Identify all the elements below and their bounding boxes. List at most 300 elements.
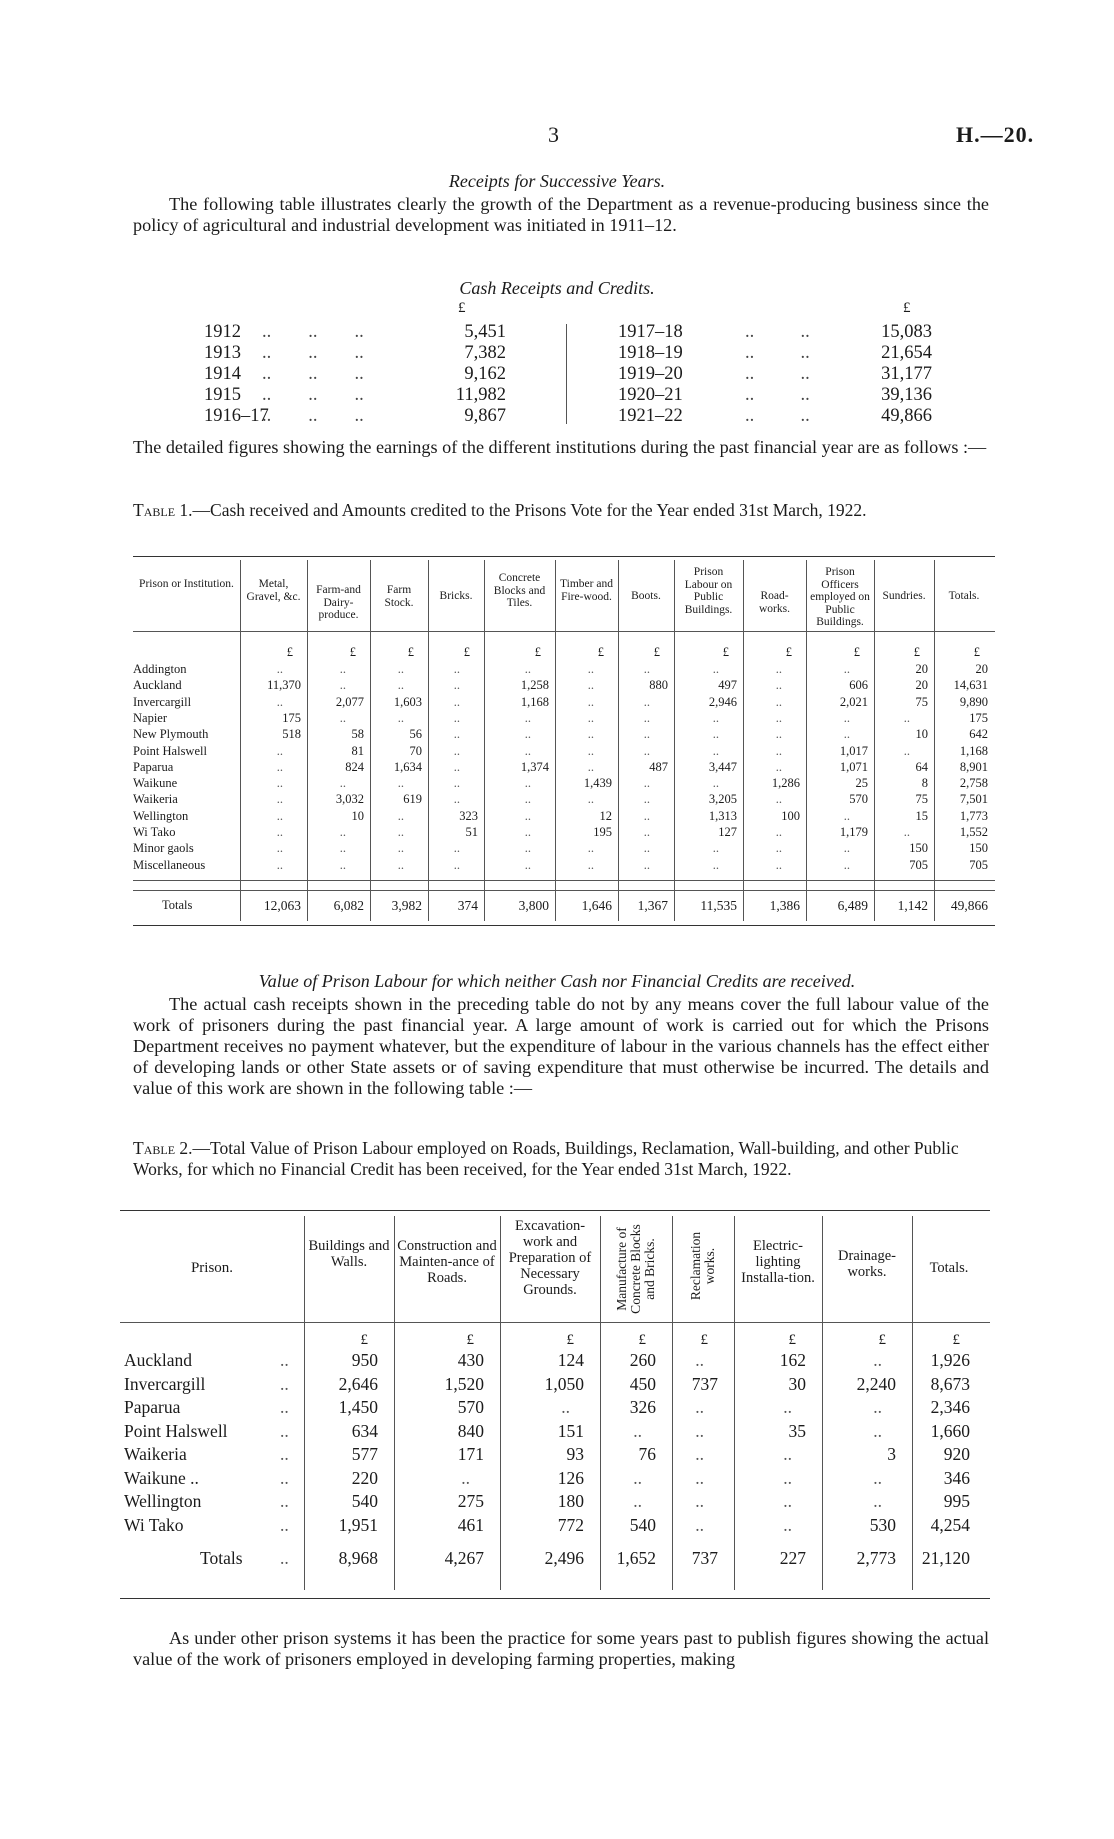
table1-cell: 75: [915, 792, 928, 807]
leader-dots: ..: [280, 1444, 289, 1464]
table1-cell: ..: [453, 857, 460, 872]
cash-year: 1920–21: [618, 385, 683, 405]
currency-symbol: £: [903, 300, 911, 316]
leader-dots: .. .. ..: [262, 322, 364, 342]
table2-cell: 737: [691, 1373, 718, 1394]
table2-cell: 1,926: [930, 1350, 970, 1370]
table1-cell: ..: [903, 710, 910, 725]
table1-cell: ..: [453, 792, 460, 807]
table2-cell: ..: [561, 1397, 570, 1417]
table2-row-name: Waikeria: [124, 1444, 187, 1464]
currency-symbol: £: [360, 1332, 368, 1348]
table1-cell: ..: [397, 841, 404, 856]
table1-cell: ..: [276, 841, 283, 856]
table1-cell: ..: [775, 841, 782, 856]
table2-cell: ..: [873, 1397, 882, 1417]
table1-cell: ..: [587, 759, 594, 774]
table1-totals-label: Totals: [162, 898, 193, 912]
table1-cell: ..: [643, 743, 650, 758]
table2-total-cell: 737: [691, 1548, 718, 1568]
table1-cell: ..: [643, 694, 650, 709]
section-heading-receipts: Receipts for Successive Years.: [448, 171, 666, 191]
leader-dots: ..: [280, 1397, 289, 1417]
table1-cell: ..: [643, 841, 650, 856]
table1-cell: 1,179: [839, 825, 868, 839]
table1-header-col: Sundries.: [882, 590, 926, 602]
table1-cell: ..: [524, 792, 531, 807]
table1-cell: ..: [339, 857, 346, 872]
table1-cell: ..: [843, 710, 850, 725]
table1-row-name: Point Halswell: [133, 743, 207, 758]
currency-symbol: £: [653, 645, 660, 659]
table1-cell: ..: [339, 662, 346, 676]
table2-cell: 35: [788, 1420, 806, 1441]
table1-total-cell: 3,800: [518, 898, 549, 913]
table2-cell: 430: [457, 1350, 484, 1370]
table1-row-name: Wellington: [133, 808, 189, 823]
currency-symbol: £: [878, 1332, 886, 1348]
table1-row-name: Addington: [133, 662, 187, 676]
table1-cell: 1,071: [839, 759, 868, 774]
table1-cell: 8: [921, 776, 928, 791]
cash-value: 11,982: [455, 385, 506, 405]
table1-cell: ..: [339, 678, 346, 693]
table1-cell: 619: [403, 792, 422, 807]
table1-row-name: New Plymouth: [133, 727, 209, 742]
leader-dots: ..: [280, 1514, 289, 1535]
paragraph-receipts: The following table illustrates clearly the growth of the Department as a revenue-producing business since the policy of agricultural and industrial development was initiated in 1911–12.: [133, 194, 989, 235]
leader-dots: ..: [280, 1491, 289, 1511]
table2-cell: 1,050: [544, 1373, 584, 1394]
table1-cell: ..: [587, 792, 594, 807]
table1-cell: ..: [524, 857, 531, 872]
table2-cell: 950: [351, 1350, 378, 1370]
leader-dots: ..: [280, 1467, 289, 1488]
table1-cell: ..: [453, 727, 460, 742]
leader-dots: .. ..: [745, 385, 810, 405]
table2-row-name: Auckland: [124, 1350, 193, 1370]
currency-symbol: £: [785, 645, 792, 659]
table1-cell: ..: [524, 825, 531, 839]
table1-cell: 7,501: [959, 792, 988, 807]
table1-header-col: Prison Officers employed on Public Buildings.: [810, 566, 870, 628]
table2-header-prison: Prison.: [190, 1260, 234, 1276]
table1-cell: 1,017: [839, 743, 868, 758]
table1-cell: 497: [718, 678, 737, 693]
cash-value: 7,382: [464, 343, 506, 363]
table2-cell: 461: [457, 1514, 484, 1535]
table1-cell: ..: [712, 857, 719, 872]
table1-cell: ..: [276, 808, 283, 823]
table1-cell: 2,758: [959, 776, 988, 791]
table1-cell: 20: [915, 678, 928, 693]
table2-cell: ..: [873, 1420, 882, 1441]
table1-cell: ..: [775, 792, 782, 807]
table2-total-cell: 1,652: [616, 1548, 656, 1568]
table1-header-col: Farm Stock.: [384, 584, 414, 609]
table1-cell: 2,021: [839, 694, 868, 709]
table2-row-name: Invercargill: [124, 1373, 206, 1394]
table1-cell: 11,370: [267, 678, 301, 693]
table1-cell: ..: [712, 662, 719, 676]
table1-cell: ..: [276, 743, 283, 758]
table1-cell: 705: [969, 857, 988, 872]
table1-cell: ..: [397, 776, 404, 791]
table1-cell: ..: [453, 759, 460, 774]
table1-cell: 64: [915, 759, 928, 774]
table2-cell: 93: [566, 1444, 584, 1464]
table1-cell: 518: [282, 727, 301, 742]
table2-cell: 1,520: [444, 1373, 484, 1394]
table1-header-col: Metal, Gravel, &c.: [246, 578, 301, 603]
table1-cell: ..: [643, 727, 650, 742]
cash-value: 9,162: [464, 364, 506, 384]
table1-header-col: Concrete Blocks and Tiles.: [493, 572, 546, 609]
table1-cell: ..: [903, 825, 910, 839]
table1-cell: 175: [969, 710, 988, 725]
table1-header-col: Totals.: [948, 590, 980, 602]
table2-row-name: Wellington: [124, 1491, 202, 1511]
table2-header-col: Excavation-work and Preparation of Necessary Grounds.: [508, 1218, 592, 1298]
table1-row-name: Auckland: [133, 678, 182, 693]
table2-cell: 4,254: [930, 1514, 970, 1535]
cash-value: 5,451: [464, 322, 506, 342]
table1-cell: ..: [775, 678, 782, 693]
table2-cell: ..: [783, 1444, 792, 1464]
table1-cell: 880: [649, 678, 668, 693]
table1-total-cell: 11,535: [700, 898, 737, 913]
table2-cell: 162: [779, 1350, 806, 1370]
table1-cell: ..: [453, 776, 460, 791]
cash-year: 1915: [204, 385, 241, 405]
table2-cell: ..: [633, 1420, 642, 1441]
table2-cell: 346: [943, 1467, 970, 1488]
currency-symbol: £: [700, 1332, 708, 1348]
table1-cell: 824: [345, 759, 364, 774]
table1-cell: 81: [351, 743, 364, 758]
table1-cell: ..: [453, 710, 460, 725]
cash-value: 15,083: [881, 322, 932, 342]
table1-cell: 70: [409, 743, 422, 758]
table1-total-cell: 6,489: [837, 898, 868, 913]
table1-cell: 150: [909, 841, 928, 856]
table1-cell: ..: [276, 857, 283, 872]
table1-cell: 1,168: [959, 743, 988, 758]
table2-cell: 180: [557, 1491, 584, 1511]
table2-cell: 3: [887, 1444, 896, 1464]
table2-total-cell: 21,120: [921, 1548, 970, 1568]
cash-year: 1914: [204, 364, 241, 384]
table2-totals-label: Totals: [200, 1548, 243, 1568]
table1-cell: 2,946: [708, 694, 737, 709]
table1-cell: ..: [339, 776, 346, 791]
table1-total-cell: 3,982: [391, 898, 422, 913]
currency-symbol: £: [566, 1332, 574, 1348]
table1-cell: ..: [775, 857, 782, 872]
table2-cell: ..: [873, 1467, 882, 1488]
currency-symbol: £: [466, 1332, 474, 1348]
table1-cell: 3,032: [335, 792, 364, 807]
table1-cell: 1,603: [393, 694, 422, 709]
table1-cell: ..: [453, 678, 460, 693]
table2-cell: 570: [457, 1397, 484, 1417]
table1-cell: 1,552: [959, 825, 988, 839]
table1-cell: ..: [712, 776, 719, 791]
table1-cell: 10: [351, 808, 364, 823]
table1-cell: ..: [587, 710, 594, 725]
table2-cell: 76: [638, 1444, 656, 1464]
leader-dots: .. .. ..: [262, 385, 364, 405]
currency-symbol: £: [597, 645, 604, 659]
table2-cell: ..: [633, 1467, 642, 1488]
table1-cell: 58: [351, 727, 364, 742]
table1-cell: ..: [524, 743, 531, 758]
table2-header-col: Buildings and Walls.: [308, 1238, 390, 1270]
table2-cell: ..: [873, 1491, 882, 1511]
table2-header-col: Electric-lighting Installa-tion.: [741, 1238, 815, 1286]
table1-cell: ..: [775, 694, 782, 709]
cash-value: 39,136: [881, 385, 932, 405]
table2-cell: ..: [695, 1491, 704, 1511]
table2-cell: ..: [695, 1350, 704, 1370]
currency-symbol: £: [349, 645, 356, 659]
table2-cell: 8,673: [930, 1373, 970, 1394]
table1-cell: ..: [587, 857, 594, 872]
table1-cell: ..: [903, 743, 910, 758]
currency-symbol: £: [463, 645, 470, 659]
table2-cell: 450: [629, 1373, 656, 1394]
table1-cell: ..: [643, 662, 650, 676]
table1-cell: 1,258: [520, 678, 549, 693]
table2-cell: 772: [557, 1514, 584, 1535]
table2-label: Table 2.: [133, 1138, 193, 1158]
table2-header-col-vertical: Reclamation works.: [688, 1231, 717, 1301]
table1-cell: ..: [843, 727, 850, 742]
table1-cell: 127: [718, 825, 737, 839]
table2-cell: 30: [788, 1373, 806, 1394]
table1-cell: ..: [587, 662, 594, 676]
table1-cell: ..: [524, 710, 531, 725]
table1-cell: 487: [649, 759, 668, 774]
table1-cell: ..: [643, 710, 650, 725]
table2-caption-text: —Total Value of Prison Labour employed on Roads, Buildings, Reclamation, Wall-building, and other Public Works, for which no Financial Credit has been received, for the Year ended 31st March, 1922.: [133, 1138, 959, 1179]
table2-cell: 634: [351, 1420, 378, 1441]
table1-header-prison: Prison or Institution.: [139, 578, 234, 590]
table1-cell: ..: [524, 841, 531, 856]
table1-cell: ..: [453, 694, 460, 709]
table1-cell: ..: [843, 662, 850, 676]
table2-cell: 995: [943, 1491, 970, 1511]
table1-cell: ..: [712, 743, 719, 758]
leader-dots: .. ..: [745, 322, 810, 342]
table1-cell: ..: [712, 710, 719, 725]
table1-cell: ..: [587, 678, 594, 693]
table1-total-cell: 6,082: [333, 898, 364, 913]
currency-symbol: £: [638, 1332, 646, 1348]
table1-total-cell: 374: [457, 898, 478, 913]
table1-cell: ..: [453, 743, 460, 758]
table1-cell: ..: [276, 694, 283, 709]
table2-cell: 530: [869, 1514, 896, 1535]
table1-caption-text: —Cash received and Amounts credited to the Prisons Vote for the Year ended 31st March, 1922.: [192, 500, 867, 520]
currency-symbol: £: [788, 1332, 796, 1348]
table1-cell: ..: [339, 710, 346, 725]
table1-total-cell: 1,386: [769, 898, 800, 913]
leader-dots: ..: [280, 1373, 289, 1394]
table2-row-name: Waikune ..: [124, 1467, 199, 1488]
table2-cell: 1,660: [930, 1420, 970, 1441]
table1-cell: 1,439: [583, 776, 612, 791]
table1-cell: ..: [643, 857, 650, 872]
table2-cell: 2,646: [338, 1373, 378, 1394]
table2-cell: ..: [695, 1420, 704, 1441]
table2-cell: 126: [557, 1467, 584, 1488]
table2-total-cell: 4,267: [444, 1548, 484, 1568]
table1-cell: 705: [909, 857, 928, 872]
cash-value: 31,177: [881, 364, 932, 384]
table1-cell: 9,890: [959, 694, 988, 709]
table1-cell: ..: [524, 727, 531, 742]
cash-year: 1917–18: [618, 322, 683, 342]
table1-cell: 195: [593, 825, 612, 839]
table1-cell: ..: [587, 841, 594, 856]
table1-cell: ..: [524, 776, 531, 791]
table2-cell: ..: [783, 1397, 792, 1417]
rule-line: [120, 1322, 990, 1323]
table1-cell: 14,631: [953, 678, 988, 693]
table2-cell: ..: [695, 1397, 704, 1417]
cash-year: 1913: [204, 343, 241, 363]
leader-dots: .. .. ..: [262, 406, 364, 426]
table2-header-col-vertical: Manufacture of Concrete Blocks and Bricks.: [614, 1224, 657, 1314]
table1-cell: 1,313: [708, 808, 737, 823]
document-reference: H.—20.: [956, 122, 1035, 147]
table1-cell: 3,205: [708, 792, 737, 807]
table1-cell: ..: [775, 743, 782, 758]
table2-cell: ..: [873, 1350, 882, 1370]
currency-symbol: £: [458, 300, 466, 316]
table1-header-col: Bricks.: [439, 590, 473, 602]
table1-cell: 150: [969, 841, 988, 856]
table2-cell: 840: [457, 1420, 484, 1441]
leader-dots: ..: [280, 1420, 289, 1441]
cash-value: 21,654: [881, 343, 932, 363]
table1-row-name: Waikeria: [133, 792, 178, 807]
table1-row-name: Invercargill: [133, 694, 192, 709]
table1-cell: ..: [587, 694, 594, 709]
currency-symbol: £: [407, 645, 414, 659]
table1-cell: ..: [775, 759, 782, 774]
currency-symbol: £: [722, 645, 729, 659]
table1-cell: ..: [643, 808, 650, 823]
table1-row-name: Minor gaols: [133, 841, 194, 856]
leader-dots: .. ..: [745, 343, 810, 363]
paragraph-text: The detailed figures showing the earnings of the different institutions during the past financial year are as follows :—: [133, 437, 987, 457]
table2-cell: 2,240: [856, 1373, 896, 1394]
table1-cell: ..: [843, 857, 850, 872]
table2-cell: ..: [695, 1467, 704, 1488]
currency-symbol: £: [973, 645, 980, 659]
table1-total-cell: 1,142: [897, 898, 928, 913]
table2-cell: 260: [629, 1350, 656, 1370]
table2-header-col: Totals.: [929, 1260, 969, 1276]
table2-cell: 920: [943, 1444, 970, 1464]
table2-cell: ..: [783, 1467, 792, 1488]
table1-cell: 1,168: [520, 694, 549, 709]
currency-symbol: £: [286, 645, 293, 659]
table1-cell: ..: [276, 662, 283, 676]
table1-row-name: Napier: [133, 710, 168, 725]
section-heading-labour-value: Value of Prison Labour for which neither Cash nor Financial Credits are received.: [258, 971, 856, 991]
table1-cell: ..: [843, 808, 850, 823]
table1-cell: ..: [643, 776, 650, 791]
table1-row-name: Waikune: [133, 776, 178, 791]
currency-symbol: £: [534, 645, 541, 659]
paragraph-labour-value: The actual cash receipts shown in the preceding table do not by any means cover the full labour value of the work of prisoners during the past financial year. A large amount of work is carried out for which the Prisons Department receives no payment whatever, but the expenditure of labour in the various channels has the effect either of developing lands or other State assets or of saving expenditure that must otherwise be incurred. The details and value of this work are shown in the following table :—: [133, 994, 989, 1098]
table1-total-cell: 1,367: [637, 898, 668, 913]
table1-row-name: Paparua: [133, 759, 174, 774]
currency-symbol: £: [853, 645, 860, 659]
table1-cell: ..: [339, 841, 346, 856]
table2-header-col: Drainage-works.: [838, 1248, 896, 1280]
table2-total-cell: 227: [779, 1548, 806, 1568]
cash-year: 1921–22: [618, 406, 683, 426]
cash-value: 49,866: [881, 406, 932, 426]
table1-row-name: Miscellaneous: [133, 857, 206, 872]
page-number: 3: [548, 122, 559, 147]
table1-cell: 8,901: [959, 759, 988, 774]
table1-total-cell: 12,063: [263, 898, 301, 913]
table2-cell: 1,951: [338, 1514, 378, 1535]
table1-cell: ..: [397, 825, 404, 839]
table2-cell: ..: [783, 1514, 792, 1535]
table1-header-col: Road-works.: [759, 590, 790, 615]
table1-cell: 100: [781, 808, 800, 823]
table1-cell: 323: [459, 808, 478, 823]
table2-cell: 151: [557, 1420, 584, 1441]
table2-cell: 275: [457, 1491, 484, 1511]
table1-cell: 10: [915, 727, 928, 742]
table1-cell: ..: [276, 792, 283, 807]
rule-line: [120, 1598, 990, 1599]
table1-cell: 1,773: [959, 808, 988, 823]
table2-cell: ..: [461, 1467, 470, 1488]
table2-cell: ..: [695, 1444, 704, 1464]
table1-cell: ..: [276, 759, 283, 774]
table1-cell: ..: [587, 727, 594, 742]
currency-symbol: £: [913, 645, 920, 659]
table2-header-col: Construction and Mainten-ance of Roads.: [397, 1238, 497, 1286]
table1-cell: ..: [643, 825, 650, 839]
table2-cell: 220: [351, 1467, 378, 1488]
currency-symbol: £: [952, 1332, 960, 1348]
table1-cell: 1,286: [771, 776, 800, 791]
table2-row-name: Wi Tako: [124, 1514, 184, 1535]
table1-total-cell: 49,866: [950, 898, 988, 913]
cash-year: 1918–19: [618, 343, 683, 363]
table2-cell: 124: [557, 1350, 584, 1370]
table2-cell: ..: [695, 1514, 704, 1535]
table1-cell: 20: [915, 662, 928, 676]
table2-cell: 540: [629, 1514, 656, 1535]
table1-cell: ..: [524, 662, 531, 676]
table1-cell: 570: [849, 792, 868, 807]
table1-cell: 3,447: [708, 759, 737, 774]
cash-value: 9,867: [464, 406, 506, 426]
table2-row-name: Point Halswell: [124, 1420, 228, 1441]
table2-cell: 171: [457, 1444, 484, 1464]
table1-cell: 51: [465, 825, 478, 839]
